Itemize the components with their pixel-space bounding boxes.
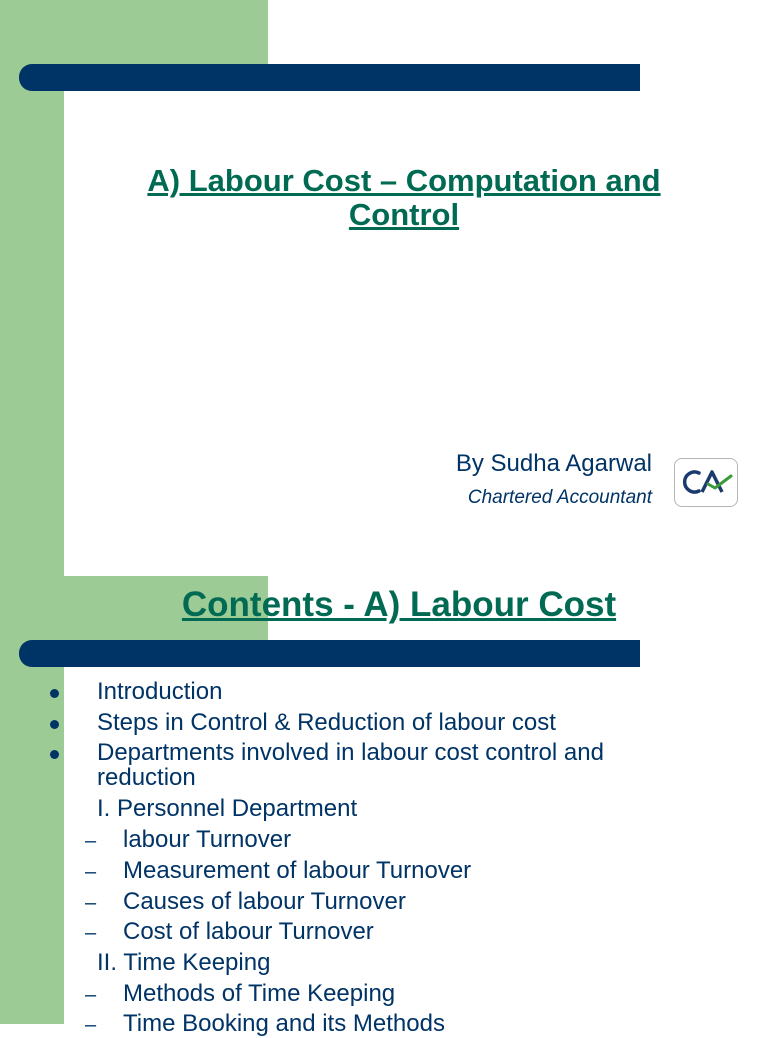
list-item: Time Booking and its Methods xyxy=(123,1010,445,1037)
list-subheading: II. Time Keeping xyxy=(97,949,271,976)
author-role: Chartered Accountant xyxy=(467,487,652,508)
dash-icon: – xyxy=(85,830,97,852)
list-item: Measurement of labour Turnover xyxy=(123,857,472,884)
list-item: Introduction xyxy=(97,678,223,705)
contents-title: Contents - A) Labour Cost xyxy=(181,585,617,624)
ca-logo-svg xyxy=(675,459,737,506)
list-item: labour Turnover xyxy=(123,826,292,853)
bullet-icon xyxy=(50,720,59,729)
green-block-top xyxy=(0,0,268,64)
dash-icon: – xyxy=(85,861,97,883)
ca-logo-icon xyxy=(674,458,738,507)
slide-title xyxy=(64,164,744,232)
dash-icon: – xyxy=(85,922,97,944)
list-item: Causes of labour Turnover xyxy=(123,888,406,915)
dash-icon: – xyxy=(85,1014,97,1036)
green-strip-left xyxy=(0,64,64,576)
list-item: Methods of Time Keeping xyxy=(123,980,396,1007)
list-item: Steps in Control & Reduction of labour cost xyxy=(97,709,556,736)
navy-header-bar xyxy=(19,640,640,667)
list-item-continuation: reduction xyxy=(97,764,196,791)
contents-slide xyxy=(0,576,768,1037)
slide-title-line1: A) Labour Cost – Computation and xyxy=(147,163,661,198)
dash-icon: – xyxy=(85,892,97,914)
list-subheading: I. Personnel Department xyxy=(97,795,358,822)
list-item: Departments involved in labour cost control and xyxy=(97,739,604,766)
list-item: Cost of labour Turnover xyxy=(123,918,374,945)
bullet-icon xyxy=(50,689,59,698)
bullet-icon xyxy=(50,750,59,759)
author-name: By Sudha Agarwal xyxy=(455,450,652,477)
slide-title-line2: Control xyxy=(348,197,460,232)
dash-icon: – xyxy=(85,984,97,1006)
navy-header-bar xyxy=(19,64,640,91)
